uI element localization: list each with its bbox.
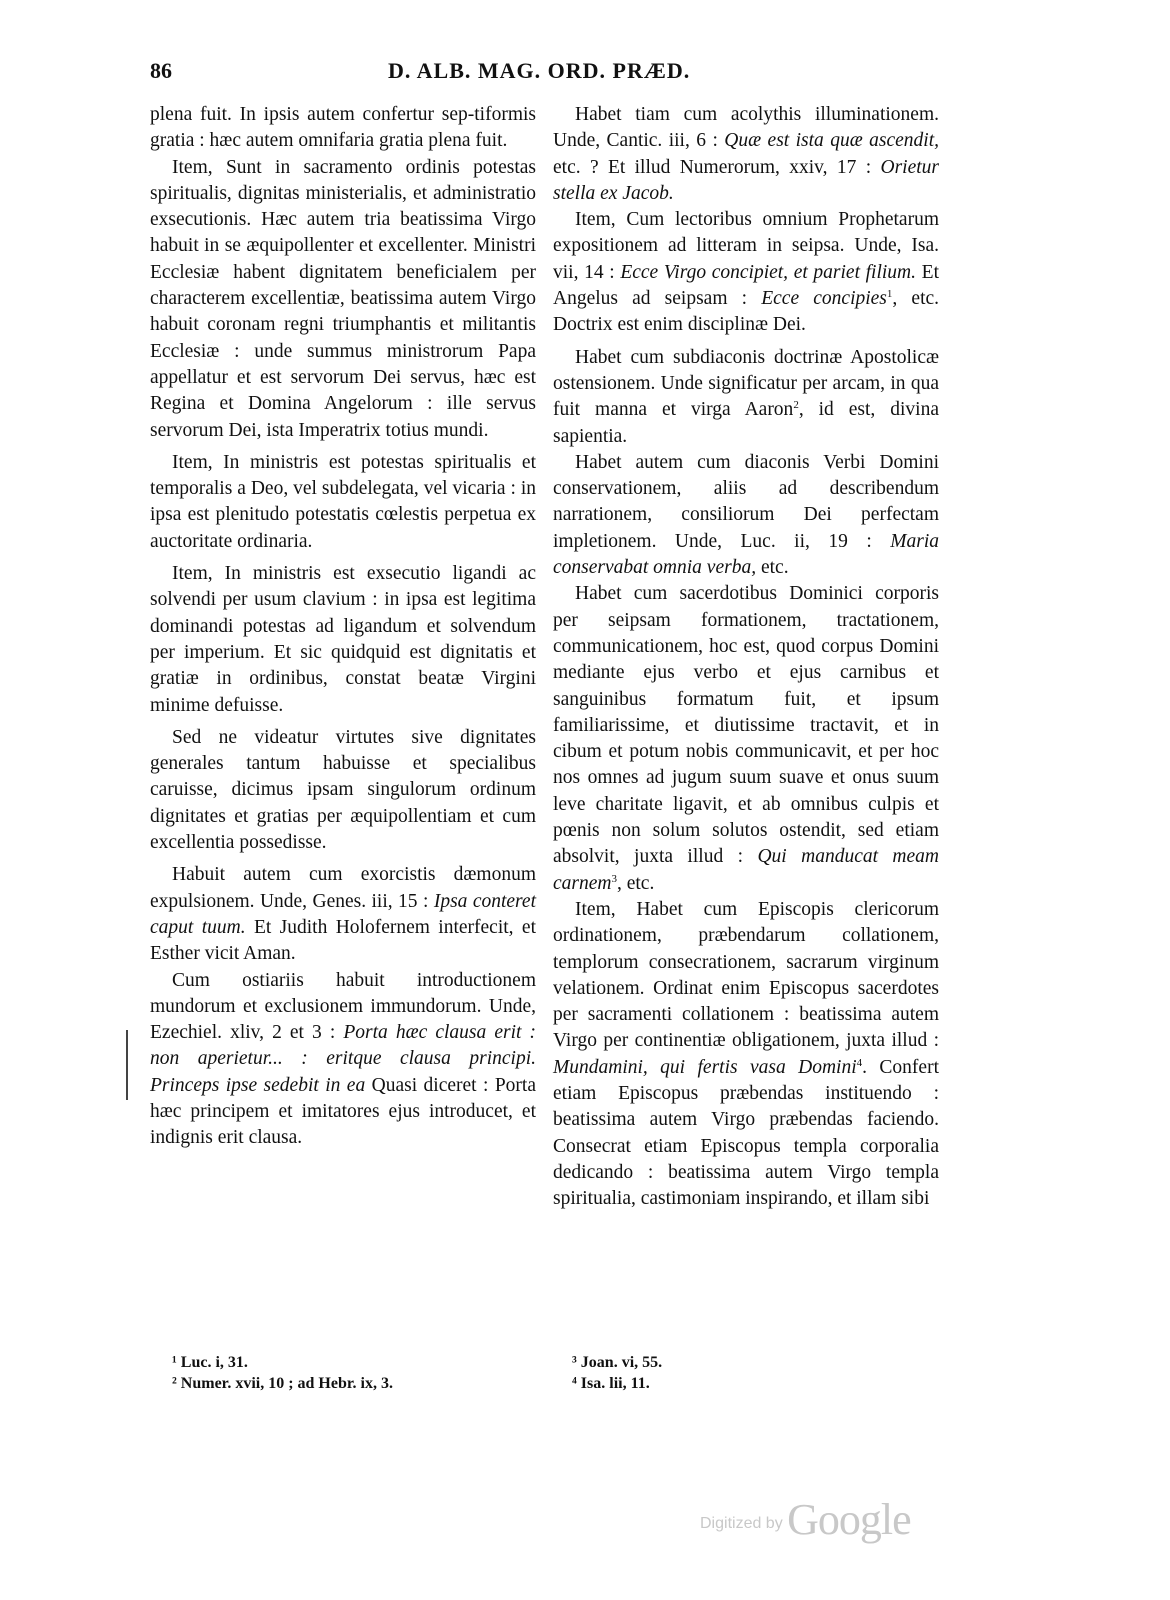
footnote-ref: 3 bbox=[611, 872, 617, 885]
paragraph: plena fuit. In ipsis autem confertur sep-tiformis gratia : hæc autem omnifaria gratia plena fuit. bbox=[150, 104, 536, 152]
text: , etc. Doctrix est enim disciplinæ Dei. bbox=[553, 288, 940, 336]
text: , id est, divina sapientia. bbox=[553, 399, 939, 447]
text: Quasi diceret : Porta hæc principem et imitatores ejus introducet, et indignis erit clausa. bbox=[150, 1074, 536, 1149]
paragraph bbox=[553, 345, 939, 450]
quotation: Ipsa conteret caput tuum. bbox=[150, 890, 536, 938]
quotation: Ecce concipies bbox=[761, 288, 887, 310]
quotation: Porta hæc clausa erit : non aperietur... : eritque clausa principi. Princeps ipse sedebit in ea bbox=[150, 1022, 536, 1096]
margin-mark bbox=[126, 1030, 128, 1100]
text: . Confert etiam Episcopus præbendas instituendo : beatissima autem Virgo præbendas faciendo. Consecrat etiam Episcopus templa corporalia dedicando : beatissima autem Virgo templa spiritualia, castimoniam inspirando, et illam sibi bbox=[553, 1056, 939, 1210]
footnote: ¹ Luc. i, 31. bbox=[172, 1354, 248, 1371]
text: etc. bbox=[760, 557, 789, 579]
paragraph: Item, Sunt in sacramento ordinis potestas spiritualis, dignitas ministerialis, et administratio exsecutionis. Hæc autem tria beatissima Virgo habuit in se æquipollenter et excellenter. Ministri Ecclesiæ habent dignitatem beneficialem per characterem excellentiæ, beatissima autem Virgo habuit coronam regni triumphantis et militantis Ecclesiæ : unde summus ministrorum Papa appellatur et est servorum Dei servus, hæc est Regina et Domina Angelorum : ille servus servorum Dei, ista Imperatrix totius mundi. bbox=[150, 156, 536, 441]
text: Et Angelus ad seipsam : bbox=[553, 261, 939, 310]
text: Habet tiam cum acolythis illuminationem. Unde, Cantic. iii, 6 : bbox=[553, 104, 939, 152]
paragraph bbox=[553, 207, 939, 338]
text: Habet cum sacerdotibus Dominici corporis per seipsam formationem, tractationem, communicationem, hoc est, quod corpus Domini mediante ejus verbo et ejus carnibus et sanguinibus formatum fuit, et ipsum familiarissime, et diutissime tractavit, et in cibum et potum nobis communicavit, et per hoc nos omnes ad jugum suum suave et onus suum leve charitate ligavit, et ab omnibus culpis et pœnis non solum solutos ostendit, sed etiam absolvit, juxta illud : bbox=[553, 583, 939, 868]
text: etc. ? Et illud Numerorum, xxiv, 17 : bbox=[553, 156, 872, 178]
text: Item, Habet cum Episcopis clericorum ordinationem, præbendarum collationem, templorum consecrationem, sacrarum virginum velationem. Ordinat enim Episcopus sacerdotes per sacramenti collationem : beatissima autem Virgo per continentiæ obligationem, juxta illud : bbox=[553, 898, 939, 1052]
right-column bbox=[553, 102, 939, 1212]
paragraph bbox=[553, 102, 939, 207]
quotation: Maria conservabat omnia verba, bbox=[553, 530, 940, 579]
left-column bbox=[150, 102, 536, 1152]
digitization-watermark bbox=[700, 1494, 911, 1545]
footnote: ³ Joan. vi, 55. bbox=[572, 1354, 663, 1371]
paragraph bbox=[150, 862, 536, 967]
quotation: Orietur stella ex Jacob. bbox=[553, 156, 939, 204]
quotation: Ecce Virgo concipiet, et pariet filium. bbox=[620, 261, 917, 283]
paragraph: Item, In ministris est potestas spiritualis et temporalis a Deo, vel subdelegata, vel vicaria : in ipsa est plenitudo potestatis cœlestis perpetua ex auctoritate ordinaria. bbox=[150, 451, 536, 552]
text: Habet autem cum diaconis Verbi Domini conservationem, aliis ad describendum narrationem, consiliorum Dei perfectam impletionem. Unde, Luc. ii, 19 : bbox=[553, 451, 939, 552]
quotation: Mundamini, qui fertis vasa Domini bbox=[553, 1056, 857, 1078]
page-header bbox=[0, 58, 1170, 88]
text: Habuit autem cum exorcistis dæmonum expulsionem. Unde, Genes. iii, 15 : bbox=[150, 864, 536, 912]
paragraph: Item, In ministris est exsecutio ligandi ac solvendi per usum clavium : in ipsa est legitima dominandi potestas ad ligandum et solvendum per imperium. Et sic quidquid est dignitatis et gratiæ in ordinibus, constat beatæ Virgini minime defuisse. bbox=[150, 563, 536, 716]
footnote-ref: 4 bbox=[856, 1056, 863, 1069]
quotation: Quæ est ista quæ ascendit, bbox=[724, 130, 939, 152]
quotation: Qui manducat meam carnem bbox=[553, 846, 940, 894]
watermark-prefix: Digitized by bbox=[700, 1515, 783, 1532]
paragraph bbox=[553, 897, 939, 1213]
watermark-logo: Google bbox=[787, 1495, 911, 1544]
text: Cum ostiariis habuit introductionem mundorum et exclusionem immundorum. Unde, Ezechiel. xliv, 2 et 3 : bbox=[150, 969, 536, 1044]
footnote-ref: 1 bbox=[886, 288, 893, 301]
footnotes-left bbox=[172, 1352, 558, 1394]
footnote: ² Numer. xvii, 10 ; ad Hebr. ix, 3. bbox=[172, 1375, 393, 1392]
text: Habet cum subdiaconis doctrinæ Apostolicæ ostensionem. Unde significatur per arcam, in qua fuit manna et virga Aaron bbox=[553, 346, 939, 421]
page-number: 86 bbox=[150, 58, 172, 83]
footnote-ref: 2 bbox=[793, 399, 799, 412]
text: Et Judith Holofernem interfecit, et Esther vicit Aman. bbox=[150, 916, 536, 965]
running-head: D. ALB. MAG. ORD. PRÆD. bbox=[388, 58, 691, 83]
footnotes-right bbox=[572, 1352, 958, 1394]
footnote: ⁴ Isa. lii, 11. bbox=[572, 1375, 650, 1392]
paragraph: Sed ne videatur virtutes sive dignitates generales tantum habuisse et specialibus caruisse, dicimus ipsam singulorum ordinum dignitates et gratias per æquipollentiam et cum excellentia possedisse. bbox=[150, 726, 536, 854]
paragraph bbox=[150, 968, 536, 1152]
text: , etc. bbox=[616, 872, 655, 894]
text: Item, Cum lectoribus omnium Prophetarum expositionem ad litteram in seipsa. Unde, Isa. vii, 14 : bbox=[553, 209, 939, 283]
paragraph bbox=[553, 581, 939, 897]
paragraph bbox=[553, 450, 939, 581]
